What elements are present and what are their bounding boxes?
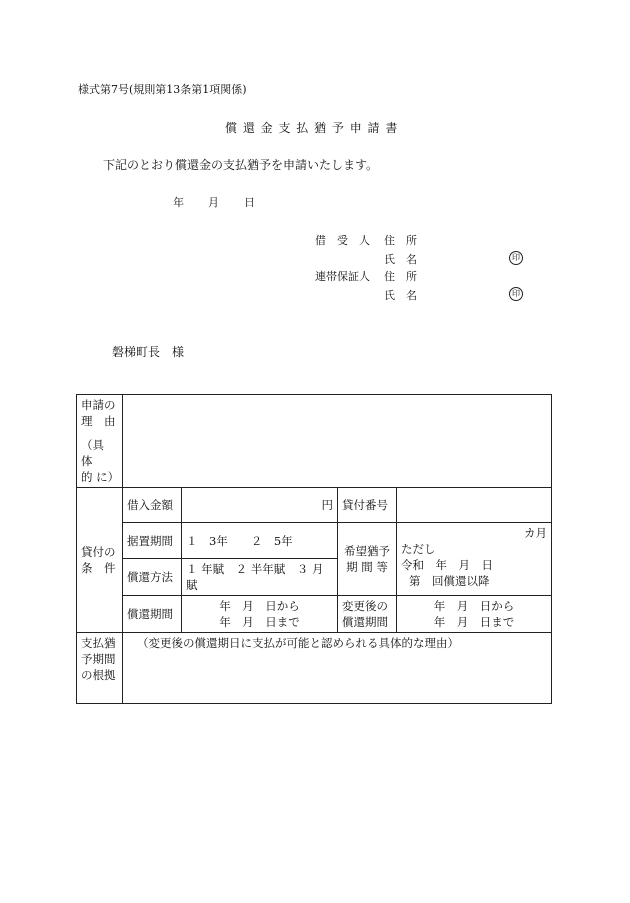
basis-instruction: （変更後の償還期日に支払が可能と認められる具体的な理由） [137,636,459,650]
seal-icon: 印 [509,251,523,265]
basis-label: 支払猶 予期間 の根拠 [77,633,123,704]
repayment-count: 第 回償還以降 [409,574,490,588]
loan-conditions-label: 貸付の 条 件 [77,488,123,633]
yen-unit: 円 [321,498,333,512]
months-unit: カ月 [524,526,547,540]
borrower-label: 借 受 人 [315,234,370,247]
seal-icon: 印 [509,287,523,301]
date-day: 日 [244,196,255,209]
loan-amount-label: 借入金額 [123,488,182,523]
borrower-address-label: 住 所 [384,234,417,247]
guarantor-label: 連帯保証人 [315,270,370,283]
repay-method-options[interactable]: １ 年賦 ２ 半年賦 ３ 月賦 [182,559,338,596]
intro-text: 下記のとおり償還金の支払猶予を申請いたします。 [103,158,379,172]
application-table [76,394,552,704]
repay-period-field[interactable]: 年 月 日から 年 月 日まで [182,596,338,633]
reason-field[interactable] [123,395,552,488]
grace-period-options[interactable]: １ 3年 ２ 5年 [182,523,338,559]
grace-period-label: 据置期間 [123,523,182,559]
changed-period-field[interactable]: 年 月 日から 年 月 日まで [397,596,552,633]
date-month: 月 [208,196,219,209]
loan-number-label: 貸付番号 [338,488,397,523]
date-year: 年 [173,196,184,209]
loan-amount-field[interactable] [182,488,338,523]
form-number: 様式第7号(規則第13条第1項関係) [78,83,247,96]
loan-number-field[interactable] [397,488,552,523]
changed-period-label: 変更後の 償還期間 [338,596,397,633]
desired-period-label: 希望猶予 期 間 等 [338,523,397,596]
basis-field[interactable] [123,633,552,704]
however-text: ただし [401,542,436,556]
guarantor-name-label: 氏 名 [384,289,417,302]
borrower-name-label: 氏 名 [384,253,417,266]
addressee: 磐梯町長 様 [112,345,185,359]
guarantor-address-label: 住 所 [384,270,417,283]
repay-method-label: 償還方法 [123,559,182,596]
reiwa-date: 令和 年 月 日 [401,558,493,572]
reason-label: 申請の 理 由 （具 体 的 に） [77,395,123,488]
repay-period-label: 償還期間 [123,596,182,633]
desired-period-field[interactable] [397,523,552,596]
document-title: 償 還 金 支 払 猶 予 申 請 書 [225,121,399,135]
